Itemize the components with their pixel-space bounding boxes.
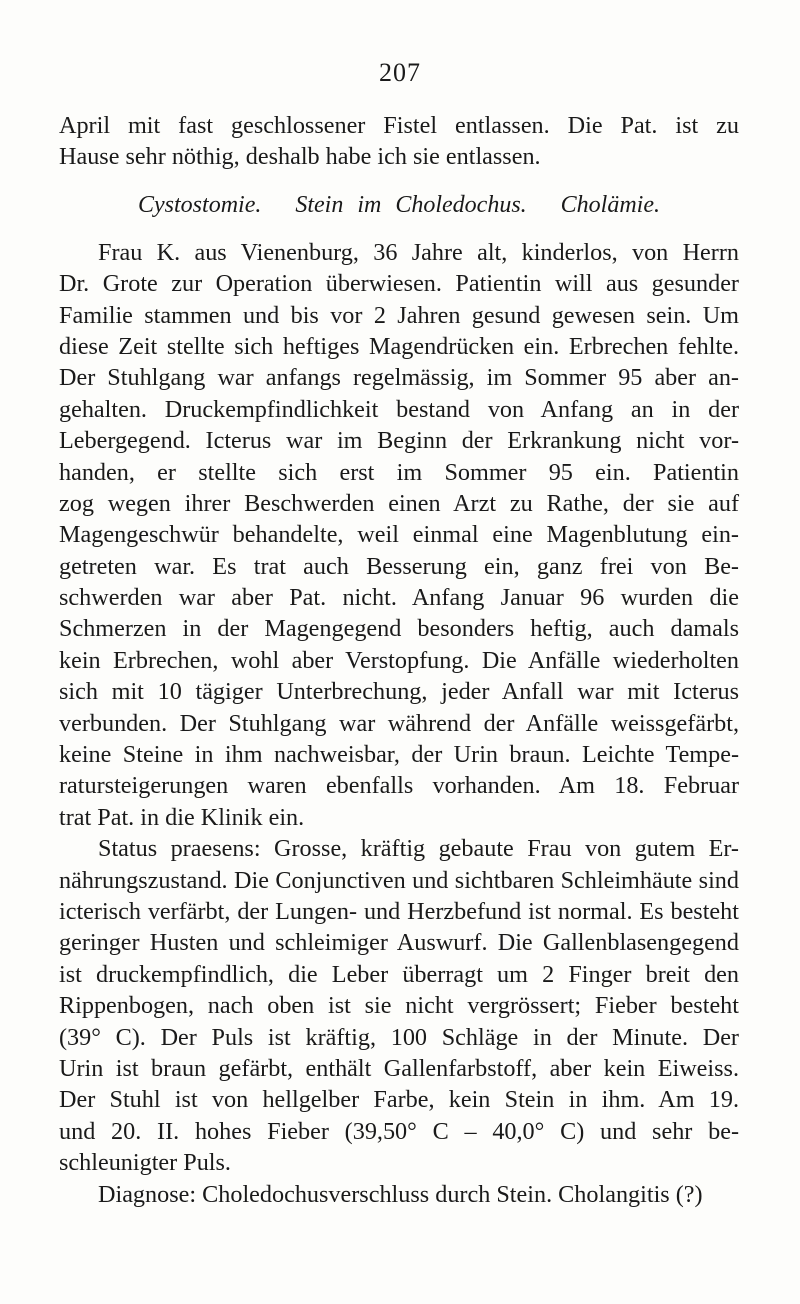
text-line: ist druckempfindlich, die Leber überragt um 2 Finger breit den bbox=[59, 960, 739, 988]
text-line: gehalten. Druckempfindlichkeit bestand von Anfang an in der bbox=[59, 395, 739, 423]
text-line: geringer Husten und schleimiger Auswurf. Die Gallenblasengegend bbox=[59, 929, 739, 957]
text-line: Hause sehr nöthig, deshalb habe ich sie entlassen. bbox=[59, 143, 541, 171]
heading-part: Stein im Choledochus. bbox=[295, 191, 527, 218]
text-line: Dr. Grote zur Operation überwiesen. Patientin will aus gesunder bbox=[59, 270, 739, 298]
text-line: Familie stammen und bis vor 2 Jahren gesund gewesen sein. Um bbox=[59, 301, 739, 329]
text-line: icterisch verfärbt, der Lungen- und Herzbefund ist normal. Es besteht bbox=[59, 897, 739, 925]
text-line: verbunden. Der Stuhlgang war während der Anfälle weissgefärbt, bbox=[59, 709, 739, 737]
text-line: Magengeschwür behandelte, weil einmal eine Magenblutung ein- bbox=[59, 521, 739, 549]
paragraph-intro bbox=[59, 110, 739, 173]
text-line: handen, er stellte sich erst im Sommer 95 ein. Patientin bbox=[59, 458, 739, 486]
heading-part: Cystostomie. bbox=[138, 191, 262, 218]
text-line: Urin ist braun gefärbt, enthält Gallenfarbstoff, aber kein Eiweiss. bbox=[59, 1054, 739, 1082]
paragraph-diagnose bbox=[59, 1179, 739, 1210]
text-line: Der Stuhlgang war anfangs regelmässig, im Sommer 95 aber an- bbox=[59, 364, 739, 392]
text-line: Rippenbogen, nach oben ist sie nicht vergrössert; Fieber besteht bbox=[59, 992, 739, 1020]
text-line: (39° C). Der Puls ist kräftig, 100 Schläge in der Minute. Der bbox=[59, 1023, 739, 1051]
text-line: Lebergegend. Icterus war im Beginn der Erkrankung nicht vor- bbox=[59, 427, 739, 455]
text-line: trat Pat. in die Klinik ein. bbox=[59, 803, 305, 831]
text-line: April mit fast geschlossener Fistel entlassen. Die Pat. ist zu bbox=[59, 112, 739, 139]
text-line: zog wegen ihrer Beschwerden einen Arzt zu Rathe, der sie auf bbox=[59, 489, 739, 517]
text-line: getreten war. Es trat auch Besserung ein, ganz frei von Be- bbox=[59, 552, 739, 580]
text-line: kein Erbrechen, wohl aber Verstopfung. Die Anfälle wiederholten bbox=[59, 646, 739, 674]
text-line: diese Zeit stellte sich heftiges Magendrücken ein. Erbrechen fehlte. bbox=[59, 332, 739, 360]
text-line: ratursteigerungen waren ebenfalls vorhanden. Am 18. Februar bbox=[59, 772, 739, 800]
section-heading bbox=[59, 173, 739, 237]
text-line: und 20. II. hohes Fieber (39,50° C – 40,0° C) und sehr be- bbox=[59, 1117, 739, 1145]
paragraph-status-praesens bbox=[59, 833, 739, 1178]
text-line: schleunigter Puls. bbox=[59, 1149, 231, 1177]
heading-part: Cholämie. bbox=[560, 191, 660, 218]
text-line: Diagnose: Choledochusverschluss durch Stein. Cholangitis (?) bbox=[98, 1180, 703, 1208]
text-block bbox=[59, 110, 739, 1210]
page-number: 207 bbox=[379, 58, 421, 87]
text-line: Frau K. aus Vienenburg, 36 Jahre alt, kinderlos, von Herrn bbox=[98, 238, 739, 266]
text-line: keine Steine in ihm nachweisbar, der Urin braun. Leichte Tempe- bbox=[59, 741, 739, 769]
text-line: Der Stuhl ist von hellgelber Farbe, kein Stein in ihm. Am 19. bbox=[59, 1086, 739, 1114]
text-line: nährungszustand. Die Conjunctiven und sichtbaren Schleimhäute sind bbox=[59, 866, 739, 894]
text-line: Status praesens: Grosse, kräftig gebaute Frau von gutem Er- bbox=[98, 835, 739, 863]
text-line: sich mit 10 tägiger Unterbrechung, jeder Anfall war mit Icterus bbox=[59, 678, 739, 706]
text-line: schwerden war aber Pat. nicht. Anfang Januar 96 wurden die bbox=[59, 584, 739, 612]
paragraph-case-history bbox=[59, 237, 739, 833]
text-line: Schmerzen in der Magengegend besonders heftig, auch damals bbox=[59, 615, 739, 643]
